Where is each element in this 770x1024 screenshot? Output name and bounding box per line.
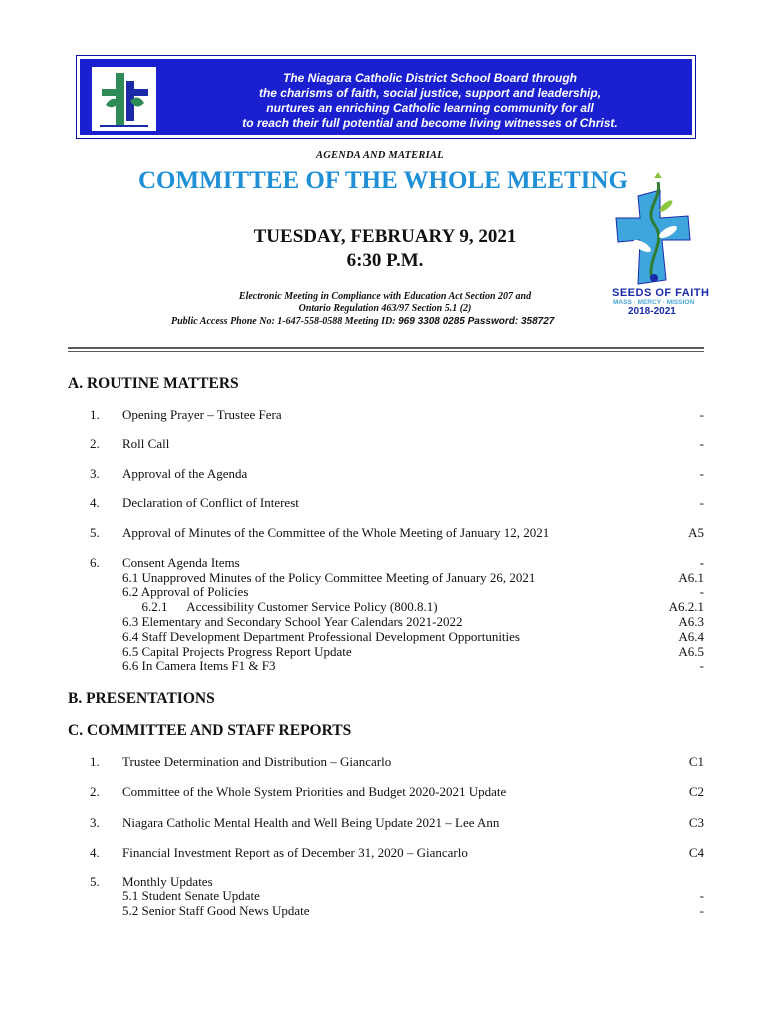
item-ref: - [699, 495, 704, 510]
item-ref: - [699, 436, 704, 451]
agenda-subitem [122, 658, 704, 673]
mission-line: the charisms of faith, social justice, support and leadership, [258, 86, 602, 100]
item-number: 3. [90, 815, 100, 830]
agenda-item [90, 845, 704, 861]
item-text: Approval of the Agenda [122, 466, 248, 481]
subitem-text: 6.5 Capital Projects Progress Report Update [122, 644, 352, 659]
item-number: 1. [90, 407, 100, 422]
phone-prefix: Public Access Phone No: 1-647-558-0588 Meeting ID: [171, 316, 399, 327]
subitem-ref: A6.3 [678, 614, 704, 629]
mission-line: The Niagara Catholic District School Board through [282, 71, 578, 85]
item-number: 5. [90, 874, 100, 889]
subitem-ref: A6.2.1 [668, 599, 704, 614]
item-number: 1. [90, 754, 100, 769]
agenda-item [90, 407, 704, 423]
subitem-text: 5.2 Senior Staff Good News Update [122, 903, 310, 918]
agenda-item [90, 525, 704, 541]
item-ref: C3 [688, 815, 704, 830]
public-access-phone [171, 316, 554, 327]
item-number: 4. [90, 495, 100, 510]
item-ref: C1 [688, 754, 704, 769]
item-number: 4. [90, 845, 100, 860]
item-number: 2. [90, 784, 100, 799]
subitem-text: 6.6 In Camera Items F1 & F3 [122, 658, 276, 673]
section-c-title: C. COMMITTEE AND STAFF REPORTS [68, 722, 352, 739]
item-text: Opening Prayer – Trustee Fera [122, 407, 282, 422]
mission-banner-fill [80, 59, 692, 135]
cross-logo-icon [92, 67, 156, 131]
item-text: Approval of Minutes of the Committee of the Whole Meeting of January 12, 2021 [122, 525, 550, 540]
subitem-ref: - [699, 658, 704, 673]
subitem-text: 6.2 Approval of Policies [122, 584, 249, 599]
item-text: Niagara Catholic Mental Health and Well Being Update 2021 – Lee Ann [122, 815, 500, 830]
item-text: Financial Investment Report as of December 31, 2020 – Giancarlo [122, 845, 468, 860]
agenda-subitem [122, 584, 704, 599]
agenda-item [90, 555, 704, 571]
subitem-text: 6.3 Elementary and Secondary School Year Calendars 2021-2022 [122, 614, 463, 629]
subitem-text: 6.2.1 Accessibility Customer Service Policy (800.8.1) [122, 599, 438, 614]
item-text: Roll Call [122, 436, 170, 451]
mission-statement [180, 71, 680, 131]
agenda-item [90, 784, 704, 800]
agenda-subitem [122, 644, 704, 659]
meeting-date: TUESDAY, FEBRUARY 9, 2021 [253, 226, 517, 247]
agenda-item [90, 754, 704, 770]
item-number: 2. [90, 436, 100, 451]
item-number: 5. [90, 525, 100, 540]
seeds-logo-tagline: MASS · MERCY · MISSION [613, 299, 695, 306]
divider-bottom [68, 351, 704, 352]
section-b-title: B. PRESENTATIONS [68, 690, 215, 707]
item-ref: A5 [688, 525, 704, 540]
subitem-ref: A6.5 [678, 644, 704, 659]
item-text: Monthly Updates [122, 874, 213, 889]
subitem-ref: A6.1 [678, 570, 704, 585]
subitem-ref: - [699, 903, 704, 918]
item-number: 3. [90, 466, 100, 481]
agenda-material-label: AGENDA AND MATERIAL [316, 150, 444, 161]
seeds-logo-years: 2018-2021 [628, 306, 676, 317]
agenda-subitem [122, 614, 704, 629]
subitem-ref: A6.4 [678, 629, 704, 644]
mission-line: to reach their full potential and become living witnesses of Christ. [242, 116, 618, 130]
item-ref: - [699, 555, 704, 570]
item-text: Committee of the Whole System Priorities and Budget 2020-2021 Update [122, 784, 507, 799]
item-text: Consent Agenda Items [122, 555, 240, 570]
seeds-logo-title: SEEDS OF FAITH [612, 287, 710, 299]
page-title: COMMITTEE OF THE WHOLE MEETING [138, 167, 628, 194]
agenda-item [90, 466, 704, 482]
subitem-text: 6.4 Staff Development Department Professional Development Opportunities [122, 629, 520, 644]
agenda-item [90, 815, 704, 831]
agenda-subitem [122, 570, 704, 585]
agenda-subitem [122, 629, 704, 644]
item-text: Declaration of Conflict of Interest [122, 495, 299, 510]
subitem-text: 5.1 Student Senate Update [122, 888, 260, 903]
item-ref: C4 [688, 845, 704, 860]
mission-banner [76, 55, 696, 139]
subitem-text: 6.1 Unapproved Minutes of the Policy Committee Meeting of January 26, 2021 [122, 570, 536, 585]
agenda-subitem [122, 903, 704, 918]
electronic-meeting-line1: Electronic Meeting in Compliance with Education Act Section 207 and [238, 291, 532, 302]
item-ref: - [699, 466, 704, 481]
subitem-ref: - [699, 584, 704, 599]
item-number: 6. [90, 555, 100, 570]
item-text: Trustee Determination and Distribution – Giancarlo [122, 754, 392, 769]
item-ref: - [699, 407, 704, 422]
subitem-ref: - [699, 888, 704, 903]
agenda-subitem [122, 599, 704, 614]
item-ref: C2 [688, 784, 704, 799]
mission-line: nurtures an enriching Catholic learning community for all [266, 101, 594, 115]
electronic-meeting-line2: Ontario Regulation 463/97 Section 5.1 (2) [298, 303, 472, 314]
agenda-subitem [122, 888, 704, 903]
board-logo [92, 67, 156, 131]
agenda-item [90, 495, 704, 511]
section-a-title: A. ROUTINE MATTERS [68, 375, 239, 392]
meeting-time: 6:30 P.M. [346, 250, 424, 271]
agenda-item [90, 436, 704, 452]
divider-top [68, 347, 704, 349]
meeting-id-password: 969 3308 0285 Password: 358727 [398, 316, 555, 327]
